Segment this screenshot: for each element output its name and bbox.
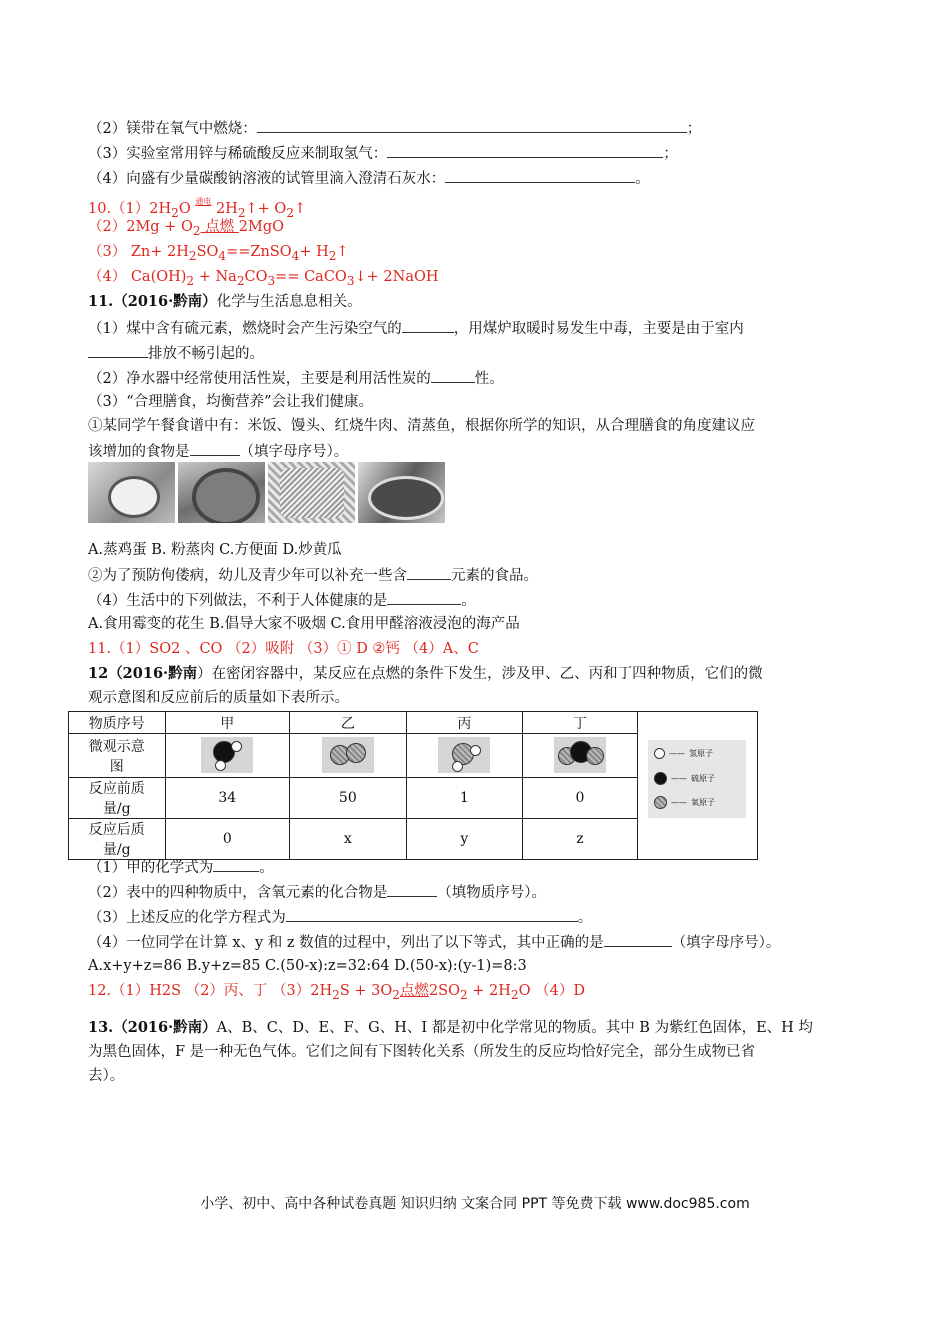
cell-before-ding: 0 xyxy=(523,778,638,819)
row-label-before: 反应前质 量/g xyxy=(69,778,166,819)
q12-intro-cont: 观示意图和反应前后的质量如下表所示。 xyxy=(88,690,349,706)
q13-line1: 13.（2016·黔南）A、B、C、D、E、F、G、H、I 都是初中化学常见的物质。其中 B 为紫红色固体，E、H 均 xyxy=(88,1019,813,1036)
answer-10-line2: $(2)2Mg + O_2$ 点燃 2MgO xyxy=(88,219,284,238)
q12-q4-options: A.x+y+z=86 B.y+z=85 C.(50-x):z=32:64 D.(50-x):(y-1)=8:3 xyxy=(88,958,527,974)
q11-line4-options: A.食用霉变的花生 B.倡导大家不吸烟 C.食用甲醛溶液浸泡的海产品 xyxy=(88,616,520,632)
molecule-h2s-icon xyxy=(201,737,253,773)
food-photo-fried-cucumber xyxy=(358,462,445,523)
answer-blank[interactable] xyxy=(445,167,635,183)
cell-after-yi: x xyxy=(290,819,407,860)
answer-blank[interactable] xyxy=(286,906,578,922)
th-bing: 丙 xyxy=(406,712,523,734)
q11-line2: （2）净水器中经常使用活性炭，主要是利用活性炭的 性。 xyxy=(88,367,504,389)
cell-after-jia: 0 xyxy=(165,819,290,860)
th-ding: 丁 xyxy=(523,712,638,734)
q12-q2: （2）表中的四种物质中，含氧元素的化合物是 （填物质序号）。 xyxy=(88,881,546,903)
answer-blank[interactable] xyxy=(387,142,663,158)
atom-legend xyxy=(648,740,746,818)
answer-blank[interactable] xyxy=(387,881,437,897)
answer-blank[interactable] xyxy=(88,342,148,358)
answer-blank[interactable] xyxy=(407,564,451,580)
q13-line3: 去）。 xyxy=(88,1068,125,1084)
q11-line1-cont: 排放不畅引起的。 xyxy=(88,342,264,364)
q13-line2: 为黑色固体，F 是一种无色气体。它们之间有下图转化关系（所发生的反应均恰好完全，部分生成物已省 xyxy=(88,1044,756,1060)
micro-ding xyxy=(523,734,638,778)
answer-10-line1: $10.(1)2H_2O$ $^{通电}$ $2H_2↑+$ $O_2↑$ xyxy=(88,197,307,220)
food-photo-instant-noodles xyxy=(268,462,355,523)
cell-before-yi: 50 xyxy=(290,778,407,819)
food-photo-steamed-egg xyxy=(88,462,175,523)
th-yi: 乙 xyxy=(290,712,407,734)
micro-jia xyxy=(165,734,290,778)
molecule-o2-icon xyxy=(322,737,374,773)
q12-intro: 12（2016·黔南）在密闭容器中，某反应在点燃的条件下发生，涉及甲、乙、丙和丁四种物质，它们的微 xyxy=(88,665,763,682)
legend-oxygen: —— 氧原子 xyxy=(654,796,715,809)
q12-q4: （4）一位同学在计算 x、y 和 z 数值的过程中，列出了以下等式，其中正确的是 （填字母序号）。 xyxy=(88,931,780,953)
legend-hydrogen: —— 氢原子 xyxy=(654,748,713,759)
cell-after-bing: y xyxy=(406,819,523,860)
molecule-h2o-icon xyxy=(438,737,490,773)
q12-q3: （3）上述反应的化学方程式为 。 xyxy=(88,906,592,928)
cell-before-jia: 34 xyxy=(165,778,290,819)
answer-blank[interactable] xyxy=(431,367,475,383)
answer-blank[interactable] xyxy=(213,856,259,872)
q11-line3a: ①某同学午餐食谱中有：米饭、馒头、红烧牛肉、清蒸鱼，根据你所学的知识，从合理膳食的角度建议应 xyxy=(88,418,755,434)
answer-10-line3: （3） $Zn+ 2H_2SO_4==ZnSO_4+$ $H_2↑$ xyxy=(88,244,349,263)
q9-line2: （2）镁带在氧气中燃烧： ； xyxy=(88,117,701,139)
q11-line3b: 该增加的食物是 （填字母序号）。 xyxy=(88,440,348,462)
q12-q1: （1）甲的化学式为 。 xyxy=(88,856,274,878)
food-photos xyxy=(88,462,445,523)
cell-after-ding: z xyxy=(523,819,638,860)
legend-sulfur: —— 硫原子 xyxy=(654,772,715,785)
q11-line3d: ②为了预防佝偻病，幼儿及青少年可以补充一些含 元素的食品。 xyxy=(88,564,538,586)
q11-line4: （4）生活中的下列做法，不利于人体健康的是 。 xyxy=(88,589,476,611)
q11-options: A.蒸鸡蛋 B. 粉蒸肉 C.方便面 D.炒黄瓜 xyxy=(88,542,342,558)
answer-blank[interactable] xyxy=(604,931,672,947)
micro-bing xyxy=(406,734,523,778)
page-footer: 小学、初中、高中各种试卷真题 知识归纳 文案合同 PPT 等免费下载 www.doc985.com xyxy=(200,1196,750,1212)
q11-title: 11.（2016·黔南）化学与生活息息相关。 xyxy=(88,293,362,310)
answer-blank[interactable] xyxy=(190,440,240,456)
q9-line3: （3）实验室常用锌与稀硫酸反应来制取氢气： ； xyxy=(88,142,678,164)
q11-line3: （3）“合理膳食，均衡营养”会让我们健康。 xyxy=(88,394,374,410)
micro-yi xyxy=(290,734,407,778)
th-substance: 物质序号 xyxy=(69,712,166,734)
answer-blank[interactable] xyxy=(257,117,687,133)
q11-line1: （1）煤中含有硫元素，燃烧时会产生污染空气的 ，用煤炉取暖时易发生中毒，主要是由于室内 xyxy=(88,317,744,339)
row-label-micro: 微观示意 图 xyxy=(69,734,166,778)
molecule-so2-icon xyxy=(554,737,606,773)
answer-blank[interactable] xyxy=(387,589,461,605)
answer-12: 12.（1）H2S （2）丙、丁 $(3)2H_2S + 3O_2$点燃$2SO_2 + 2H_2O$ （4）D xyxy=(88,983,585,1002)
row-label-after: 反应后质 量/g xyxy=(69,819,166,860)
q9-line4: （4）向盛有少量碳酸钠溶液的试管里滴入澄清石灰水： 。 xyxy=(88,167,650,189)
th-jia: 甲 xyxy=(165,712,290,734)
answer-blank[interactable] xyxy=(402,317,454,333)
answer-11: 11.（1）SO2 、CO （2）吸附 （3）① D ②钙 （4）A、C xyxy=(88,641,479,657)
cell-before-bing: 1 xyxy=(406,778,523,819)
answer-10-line4: （4） $Ca(OH)_2 + Na_2CO_3==$ CaCO$_3$↓+ 2NaOH xyxy=(88,269,439,288)
food-photo-steamed-pork xyxy=(178,462,265,523)
